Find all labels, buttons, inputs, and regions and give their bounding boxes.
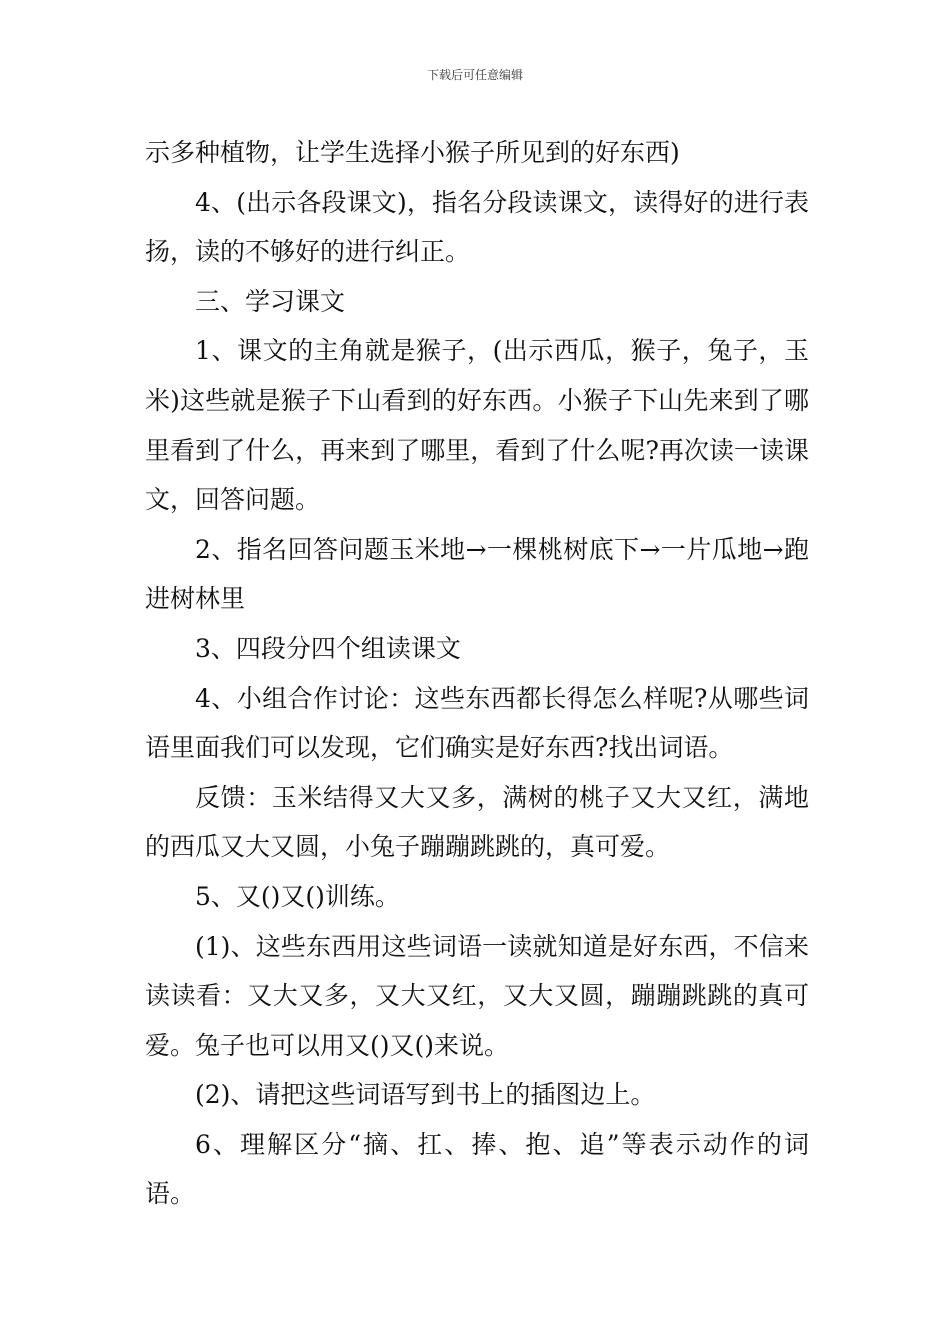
paragraph-5: 3、四段分四个组读课文: [195, 633, 461, 663]
paragraph-10: (2)、请把这些词语写到书上的插图边上。: [195, 1080, 656, 1110]
paragraph-6: 4、小组合作讨论：这些东西都长得怎么样呢?从哪些词语里面我们可以发现，它们确实是好东西?找出词语。: [145, 683, 809, 763]
paragraph-2: 4、(出示各段课文)，指名分段读课文，读得好的进行表扬，读的不够好的进行纠正。: [145, 187, 809, 267]
paragraph-11: 6、理解区分“摘、扛、捧、抱、追”等表示动作的词语。: [145, 1129, 809, 1209]
paragraph-9: (1)、这些东西用这些词语一读就知道是好东西，不信来读读看：又大又多，又大又红，又大又圆，蹦蹦跳跳的真可爱。兔子也可以用又()又()来说。: [145, 931, 809, 1060]
paragraph-7: 反馈：玉米结得又大又多，满树的桃子又大又红，满地的西瓜又大又圆，小兔子蹦蹦跳跳的，真可爱。: [145, 782, 809, 862]
document-body: [145, 128, 809, 1219]
page-header: 下载后可任意编辑: [426, 68, 523, 82]
section-heading: 三、学习课文: [195, 286, 346, 316]
paragraph-1: 示多种植物，让学生选择小猴子所见到的好东西): [145, 138, 680, 167]
paragraph-8: 5、又()又()训练。: [195, 881, 400, 911]
paragraph-3: 1、课文的主角就是猴子，(出示西瓜，猴子，兔子，玉米)这些就是猴子下山看到的好东西。小猴子下山先来到了哪里看到了什么，再来到了哪里，看到了什么呢?再次读一读课文，回答问题。: [145, 336, 809, 515]
paragraph-4: 2、指名回答问题玉米地→一棵桃树底下→一片瓜地→跑进树林里: [145, 534, 809, 614]
